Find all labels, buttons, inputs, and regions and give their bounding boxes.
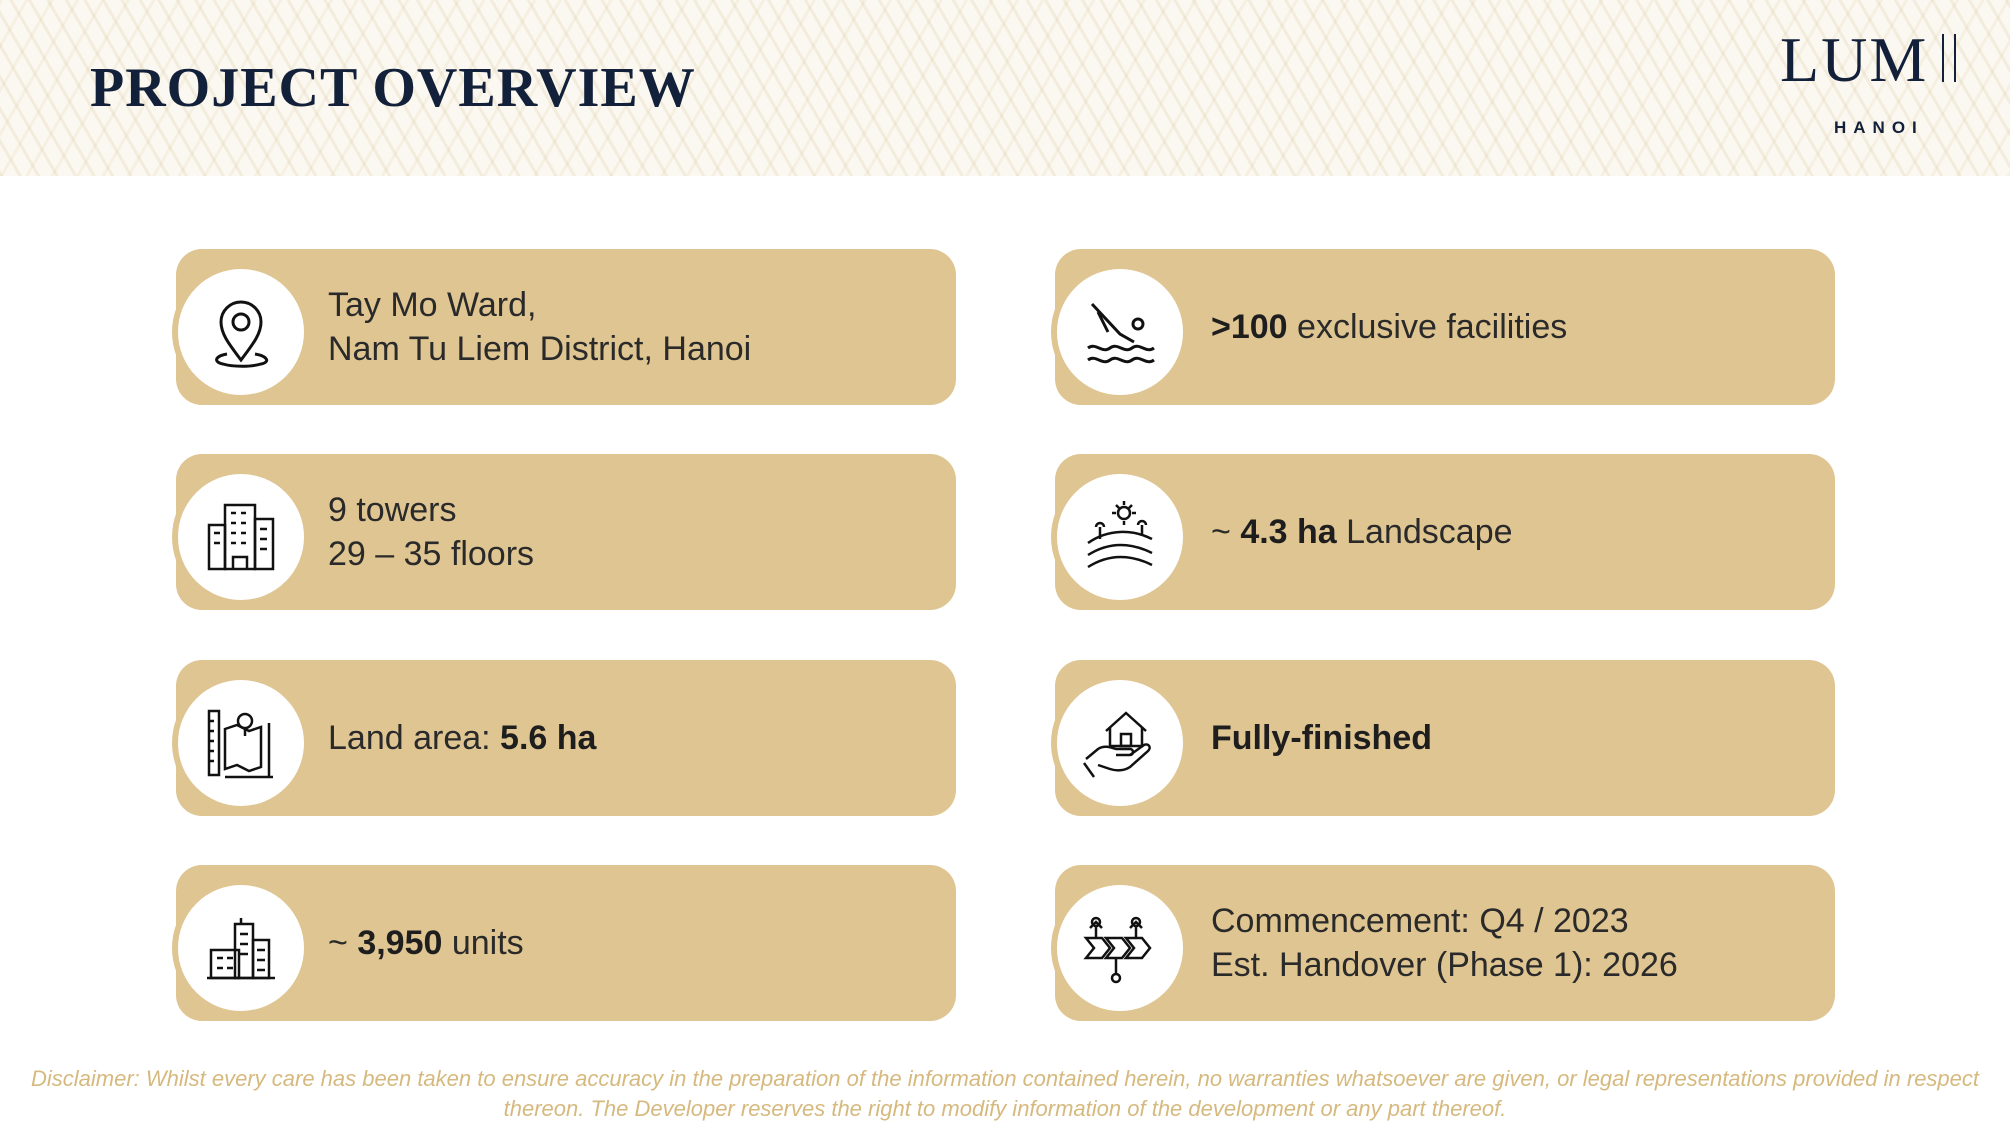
apartment-icon bbox=[172, 879, 310, 1017]
land-plan-icon bbox=[172, 674, 310, 812]
facilities-label: exclusive facilities bbox=[1287, 308, 1568, 346]
units-value: 3,950 bbox=[357, 924, 443, 962]
process-flow-icon bbox=[1051, 879, 1189, 1017]
land-area-value: 5.6 ha bbox=[500, 719, 597, 757]
landscape-label: Landscape bbox=[1336, 513, 1513, 551]
towers-line2: 29 – 35 floors bbox=[328, 535, 535, 573]
buildings-icon bbox=[172, 468, 310, 606]
towers-line1: 9 towers bbox=[328, 491, 457, 529]
finish-value: Fully-finished bbox=[1211, 719, 1432, 757]
page-title: PROJECT OVERVIEW bbox=[90, 57, 696, 119]
logo bbox=[1780, 24, 1960, 138]
disclaimer-line2: thereon. The Developer reserves the right to modify information of the development or any part thereof. bbox=[503, 1096, 1507, 1121]
facilities-value: >100 bbox=[1211, 308, 1288, 346]
landscape-icon bbox=[1051, 468, 1189, 606]
timeline-line1: Commencement: Q4 / 2023 bbox=[1211, 902, 1629, 940]
house-hand-icon bbox=[1051, 674, 1189, 812]
logo-bars bbox=[1942, 34, 1956, 82]
timeline-line2: Est. Handover (Phase 1): 2026 bbox=[1211, 946, 1678, 984]
logo-sub: HANOI bbox=[1834, 118, 1924, 137]
units-prefix: ~ bbox=[328, 924, 358, 962]
disclaimer bbox=[30, 1064, 1980, 1124]
landscape-prefix: ~ bbox=[1211, 513, 1241, 551]
landscape-value: 4.3 ha bbox=[1240, 513, 1337, 551]
location-pin-icon bbox=[172, 263, 310, 401]
land-area-label: Land area: bbox=[328, 719, 501, 757]
location-line1: Tay Mo Ward, bbox=[328, 286, 537, 324]
units-label: units bbox=[442, 924, 524, 962]
swimmer-icon bbox=[1051, 263, 1189, 401]
disclaimer-line1: Disclaimer: Whilst every care has been taken to ensure accuracy in the preparation of the information contained herein, no warranties whatsoever are given, or legal representations provided in respect bbox=[30, 1066, 1980, 1091]
location-line2: Nam Tu Liem District, Hanoi bbox=[328, 330, 752, 368]
logo-word: LUM bbox=[1780, 24, 1929, 95]
